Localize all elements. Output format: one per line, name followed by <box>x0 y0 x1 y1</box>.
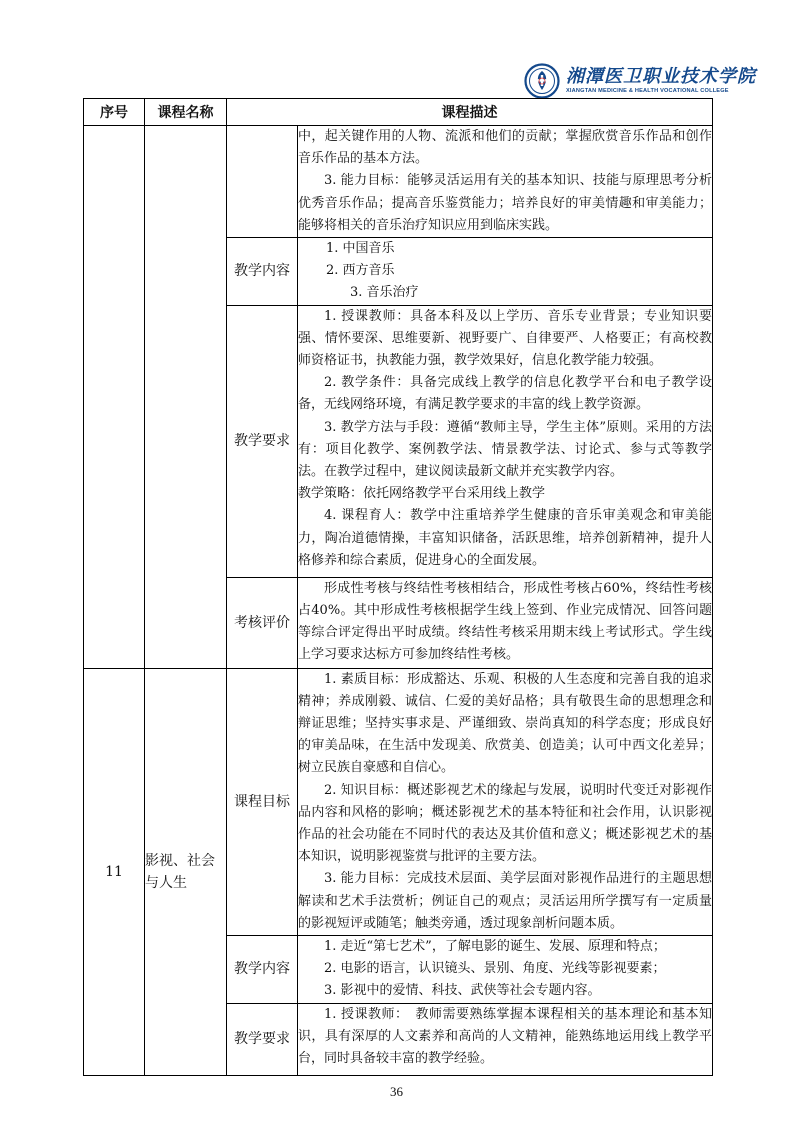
evaluation-desc: 形成性考核与终结性考核相结合，形成性考核占60%，终结性考核占40%。其中形成性考核根据学生线上签到、作业完成情况、回答问题等综合评定得出平时成绩。终结性考核采用期末线上考试形式。学生线上学习要求达标方可参加终结性考核。 <box>298 577 713 668</box>
course-table <box>83 98 713 1076</box>
serial-cell-empty <box>84 126 145 669</box>
evaluation-label: 考核评价 <box>227 577 298 668</box>
college-name-cn: 湘潭医卫职业技术学院 <box>566 66 756 87</box>
course-name-cell-empty <box>145 126 227 669</box>
table-row <box>84 668 713 935</box>
serial-cell: 11 <box>84 668 145 1075</box>
table-row <box>84 126 713 238</box>
page-number: 36 <box>390 1084 403 1099</box>
requirement-label: 教学要求 <box>227 305 298 577</box>
table-header-row <box>84 99 713 126</box>
college-emblem-icon <box>524 63 560 99</box>
content-desc-2: 1. 走近“第七艺术”，了解电影的诞生、发展、原理和特点； 2. 电影的语言，认识镜头、景别、角度、光线等影视要素； 3. 影视中的爱情、科技、武侠等社会专题内容。 <box>298 936 713 1004</box>
goal-desc-continued: 中，起关键作用的人物、流派和他们的贡献；掌握欣赏音乐作品和创作音乐作品的基本方法。 3. 能力目标：能够灵活运用有关的基本知识、技能与原理思考分析优秀音乐作品；提高音乐鉴赏能力；培养良好的审美情趣和审美能力；能够将相关的音乐治疗知识应用到临床实践。 <box>298 126 713 238</box>
goal-label: 课程目标 <box>227 668 298 935</box>
requirement-desc-2: 1. 授课教师： 教师需要熟练掌握本课程相关的基本理论和基本知识，具有深厚的人文素养和高尚的人文精神，能熟练地运用线上教学平台，同时具备较丰富的教学经验。 <box>298 1003 713 1075</box>
content-label-2: 教学内容 <box>227 936 298 1004</box>
header-serial: 序号 <box>84 99 145 126</box>
requirement-desc: 1. 授课教师：具备本科及以上学历、音乐专业背景；专业知识要强、情怀要深、思维要新、视野要广、自律要严、人格要正；有高校教师资格证书，执教能力强，教学效果好，信息化教学能力较强。 2. 教学条件：具备完成线上教学的信息化教学平台和电子教学设备，无线网络环境，有满足教学要求的丰富的线上教学资源。 3. 教学方法与手段：遵循“教师主导，学生主体”原则。采用的方法有：项目化教学、案例教学法、情景教学法、讨论式、参与式等教学法。在教学过程中，建议阅读最新文献并充实教学内容。 教学策略：依托网络教学平台采用线上教学 4. 课程育人：教学中注重培养学生健康的音乐审美观念和审美能力，陶冶道德情操，丰富知识储备，活跃思维，培养创新精神，提升人格修养和综合素质，促进身心的全面发展。 <box>298 305 713 577</box>
content-desc: 1. 中国音乐 2. 西方音乐 3. 音乐治疗 <box>298 238 713 306</box>
college-name-en: XIANGTAN MEDICINE & HEALTH VOCATIONAL COLLEGE <box>566 88 729 94</box>
content-label: 教学内容 <box>227 238 298 306</box>
course-name-cell: 影视、社会与人生 <box>145 668 227 1075</box>
sub-label-empty <box>227 126 298 238</box>
college-logo <box>524 60 756 102</box>
header-course-desc: 课程描述 <box>227 99 713 126</box>
header-course-name: 课程名称 <box>145 99 227 126</box>
requirement-label-2: 教学要求 <box>227 1003 298 1075</box>
goal-desc: 1. 素质目标：形成豁达、乐观、积极的人生态度和完善自我的追求精神；养成刚毅、诚信、仁爱的美好品格；具有敬畏生命的思想理念和辩证思维；坚持实事求是、严谨细致、崇尚真知的科学态度；形成良好的审美品味，在生活中发现美、欣赏美、创造美；认可中西文化差异；树立民族自豪感和自信心。 2. 知识目标：概述影视艺术的缘起与发展，说明时代变迁对影视作品内容和风格的影响；概述影视艺术的基本特征和社会作用，认识影视作品的社会功能在不同时代的表达及其价值和意义；概述影视艺术的基本知识，说明影视鉴赏与批评的主要方法。 3. 能力目标：完成技术层面、美学层面对影视作品进行的主题思想解读和艺术手法赏析；例证自己的观点；灵活运用所学撰写有一定质量的影视短评或随笔；触类旁通，透过现象剖析问题本质。 <box>298 668 713 935</box>
